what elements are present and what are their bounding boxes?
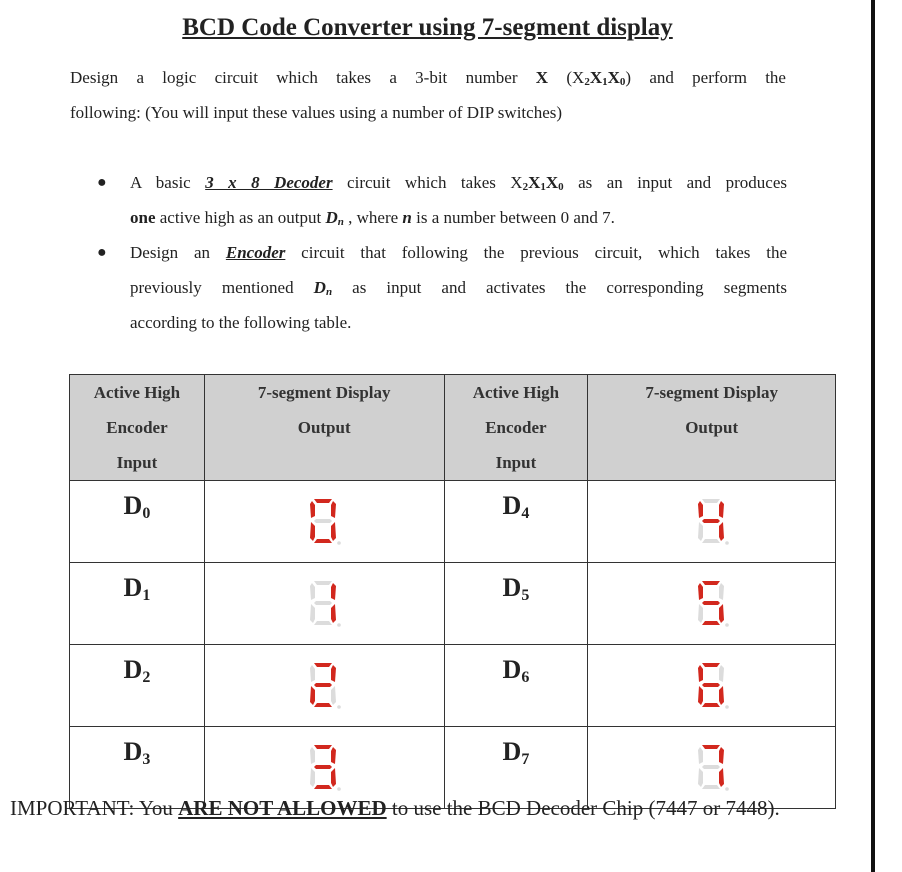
seven-segment-digit-icon xyxy=(307,495,341,547)
bullet-dot-icon: ● xyxy=(97,174,107,191)
segment-c xyxy=(719,686,724,705)
h: Active High xyxy=(472,383,560,402)
display-cell xyxy=(588,645,836,727)
input-cell xyxy=(444,645,588,727)
text: as an input and produces xyxy=(563,173,787,192)
text: , where xyxy=(343,208,403,227)
input-cell xyxy=(444,481,588,563)
input-subscript: 3 xyxy=(142,751,151,768)
h: 7-segment Display xyxy=(257,383,391,402)
display-cell xyxy=(588,563,836,645)
header-input-right xyxy=(444,375,588,481)
header-output-right xyxy=(588,375,836,481)
table-row xyxy=(70,481,836,563)
segment-g xyxy=(314,765,332,769)
bullet-list xyxy=(97,165,787,340)
text: active high as an output xyxy=(155,208,326,227)
variable-x: X xyxy=(535,68,549,87)
display-cell xyxy=(204,645,444,727)
segment-c xyxy=(331,686,336,705)
sub: 1 xyxy=(602,76,608,88)
segment-table xyxy=(69,374,836,809)
segment-b xyxy=(719,501,724,518)
header-input-left xyxy=(70,375,205,481)
segment-e xyxy=(310,604,315,623)
segment-dp xyxy=(725,541,729,545)
page-right-border xyxy=(871,0,875,872)
segment-f xyxy=(310,583,315,600)
emphasis: ARE NOT ALLOWED xyxy=(178,796,387,820)
input-label: D xyxy=(502,491,522,520)
text: circuit which takes X xyxy=(332,173,523,192)
intro-text: Design a logic circuit which takes a 3-bit number xyxy=(70,68,536,87)
h: Active High xyxy=(93,383,181,402)
segment-g xyxy=(702,765,720,769)
x: X xyxy=(589,68,603,87)
segment-dp xyxy=(725,623,729,627)
sub: 2 xyxy=(584,76,590,88)
segment-dp xyxy=(337,623,341,627)
input-subscript: 7 xyxy=(521,751,530,768)
h: 7-segment Display xyxy=(645,383,779,402)
sub: 0 xyxy=(619,76,626,88)
bullet-line xyxy=(130,270,787,305)
encoder-term: Encoder xyxy=(225,243,286,262)
segment-f xyxy=(698,501,703,518)
segment-dp xyxy=(337,787,341,791)
variable-x2x1x0 xyxy=(584,68,625,87)
bullet-line: according to the following table. xyxy=(130,313,352,332)
segment-f xyxy=(698,583,703,600)
seven-segment-digit-icon xyxy=(695,741,729,793)
text: as input and activates the corresponding segments xyxy=(332,278,787,297)
sub: 1 xyxy=(540,181,546,193)
var xyxy=(523,173,564,192)
segment-d xyxy=(314,785,332,789)
h: Input xyxy=(495,453,537,472)
segment-f xyxy=(310,501,315,518)
segment-e xyxy=(698,604,703,623)
input-label: D xyxy=(502,655,522,684)
display-cell xyxy=(204,563,444,645)
bullet-decoder xyxy=(97,165,787,235)
h: Encoder xyxy=(485,418,547,437)
segment-a xyxy=(702,663,720,667)
segment-d xyxy=(702,621,720,625)
segment-dp xyxy=(337,705,341,709)
input-label: D xyxy=(123,491,143,520)
seven-segment-digit-icon xyxy=(695,495,729,547)
segment-a xyxy=(314,663,332,667)
text: A basic xyxy=(130,173,206,192)
segment-a xyxy=(314,499,332,503)
h: Output xyxy=(297,418,351,437)
text: previously mentioned xyxy=(130,278,314,297)
segment-g xyxy=(702,683,720,687)
segment-e xyxy=(310,686,315,705)
segment-f xyxy=(698,747,703,764)
segment-dp xyxy=(725,705,729,709)
text: to use the BCD Decoder Chip (7447 or 7448). xyxy=(386,796,780,820)
input-label: D xyxy=(123,737,143,766)
dn xyxy=(325,208,343,227)
h: Output xyxy=(685,418,739,437)
text: IMPORTANT: You xyxy=(10,796,179,820)
input-label: D xyxy=(502,737,522,766)
table-row xyxy=(70,563,836,645)
segment-e xyxy=(310,768,315,787)
segment-e xyxy=(698,768,703,787)
segment-b xyxy=(331,665,336,682)
input-cell xyxy=(444,563,588,645)
dn xyxy=(314,278,332,297)
segment-e xyxy=(698,522,703,541)
input-label: D xyxy=(123,573,143,602)
segment-b xyxy=(719,665,724,682)
seven-segment-digit-icon xyxy=(307,741,341,793)
input-label: D xyxy=(502,573,522,602)
bullet-dot-icon: ● xyxy=(97,244,107,261)
seven-segment-digit-icon xyxy=(307,577,341,629)
segment-a xyxy=(314,745,332,749)
d: D xyxy=(313,278,326,297)
input-cell xyxy=(70,481,205,563)
input-subscript: 1 xyxy=(142,587,151,604)
segment-c xyxy=(719,768,724,787)
table-row xyxy=(70,645,836,727)
input-subscript: 2 xyxy=(142,669,151,686)
sub: 2 xyxy=(522,181,529,193)
text: is a number between 0 and 7. xyxy=(411,208,615,227)
input-label: D xyxy=(123,655,143,684)
bullet-line xyxy=(130,208,615,227)
text: circuit that following the previous circuit, which takes the xyxy=(285,243,787,262)
seven-segment-digit-icon xyxy=(695,659,729,711)
segment-d xyxy=(702,703,720,707)
segment-f xyxy=(698,665,703,682)
display-cell xyxy=(588,481,836,563)
segment-f xyxy=(310,747,315,764)
x: X xyxy=(545,173,559,192)
segment-dp xyxy=(725,787,729,791)
segment-b xyxy=(331,583,336,600)
decoder-term: 3 x 8 Decoder xyxy=(205,173,333,192)
bullet-line xyxy=(130,235,787,270)
segment-d xyxy=(314,621,332,625)
input-subscript: 0 xyxy=(142,505,151,522)
input-subscript: 6 xyxy=(521,669,530,686)
segment-b xyxy=(719,583,724,600)
segment-b xyxy=(719,747,724,764)
seven-segment-digit-icon xyxy=(695,577,729,629)
segment-e xyxy=(310,522,315,541)
intro-paragraph xyxy=(70,60,786,130)
input-cell xyxy=(70,645,205,727)
h: Encoder xyxy=(106,418,168,437)
segment-b xyxy=(331,747,336,764)
segment-d xyxy=(314,539,332,543)
segment-c xyxy=(719,604,724,623)
sub: n xyxy=(325,286,333,298)
sub: n xyxy=(337,216,344,228)
bullet-encoder xyxy=(97,235,787,340)
x: X xyxy=(607,68,620,87)
segment-d xyxy=(702,539,720,543)
n: n xyxy=(402,208,412,227)
display-cell xyxy=(204,481,444,563)
segment-a xyxy=(314,581,332,585)
segment-g xyxy=(314,683,332,687)
segment-dp xyxy=(337,541,341,545)
bold: one xyxy=(130,208,156,227)
segment-c xyxy=(331,768,336,787)
segment-g xyxy=(314,519,332,523)
segment-c xyxy=(331,604,336,623)
intro-text: ) and perform the xyxy=(625,68,786,87)
table-header-row xyxy=(70,375,836,481)
segment-g xyxy=(702,519,720,523)
input-subscript: 4 xyxy=(521,505,530,522)
header-output-left xyxy=(204,375,444,481)
page-title: BCD Code Converter using 7-segment display xyxy=(182,14,673,41)
segment-b xyxy=(331,501,336,518)
segment-a xyxy=(702,581,720,585)
segment-a xyxy=(702,499,720,503)
segment-g xyxy=(314,601,332,605)
input-cell xyxy=(70,563,205,645)
important-note xyxy=(10,796,870,821)
seven-segment-digit-icon xyxy=(307,659,341,711)
bullet-line xyxy=(130,165,787,200)
intro-text: (X xyxy=(548,68,585,87)
d: D xyxy=(325,208,338,227)
segment-a xyxy=(702,745,720,749)
segment-d xyxy=(702,785,720,789)
text: Design an xyxy=(130,243,226,262)
segment-e xyxy=(698,686,703,705)
sub: 0 xyxy=(558,181,564,193)
intro-line-2: following: (You will input these values using a number of DIP switches) xyxy=(70,103,563,122)
h: Input xyxy=(116,453,158,472)
segment-d xyxy=(314,703,332,707)
segment-c xyxy=(719,522,724,541)
segment-f xyxy=(310,665,315,682)
segment-c xyxy=(331,522,336,541)
input-subscript: 5 xyxy=(521,587,530,604)
segment-g xyxy=(702,601,720,605)
x: X xyxy=(528,173,541,192)
intro-line-1 xyxy=(70,60,786,95)
